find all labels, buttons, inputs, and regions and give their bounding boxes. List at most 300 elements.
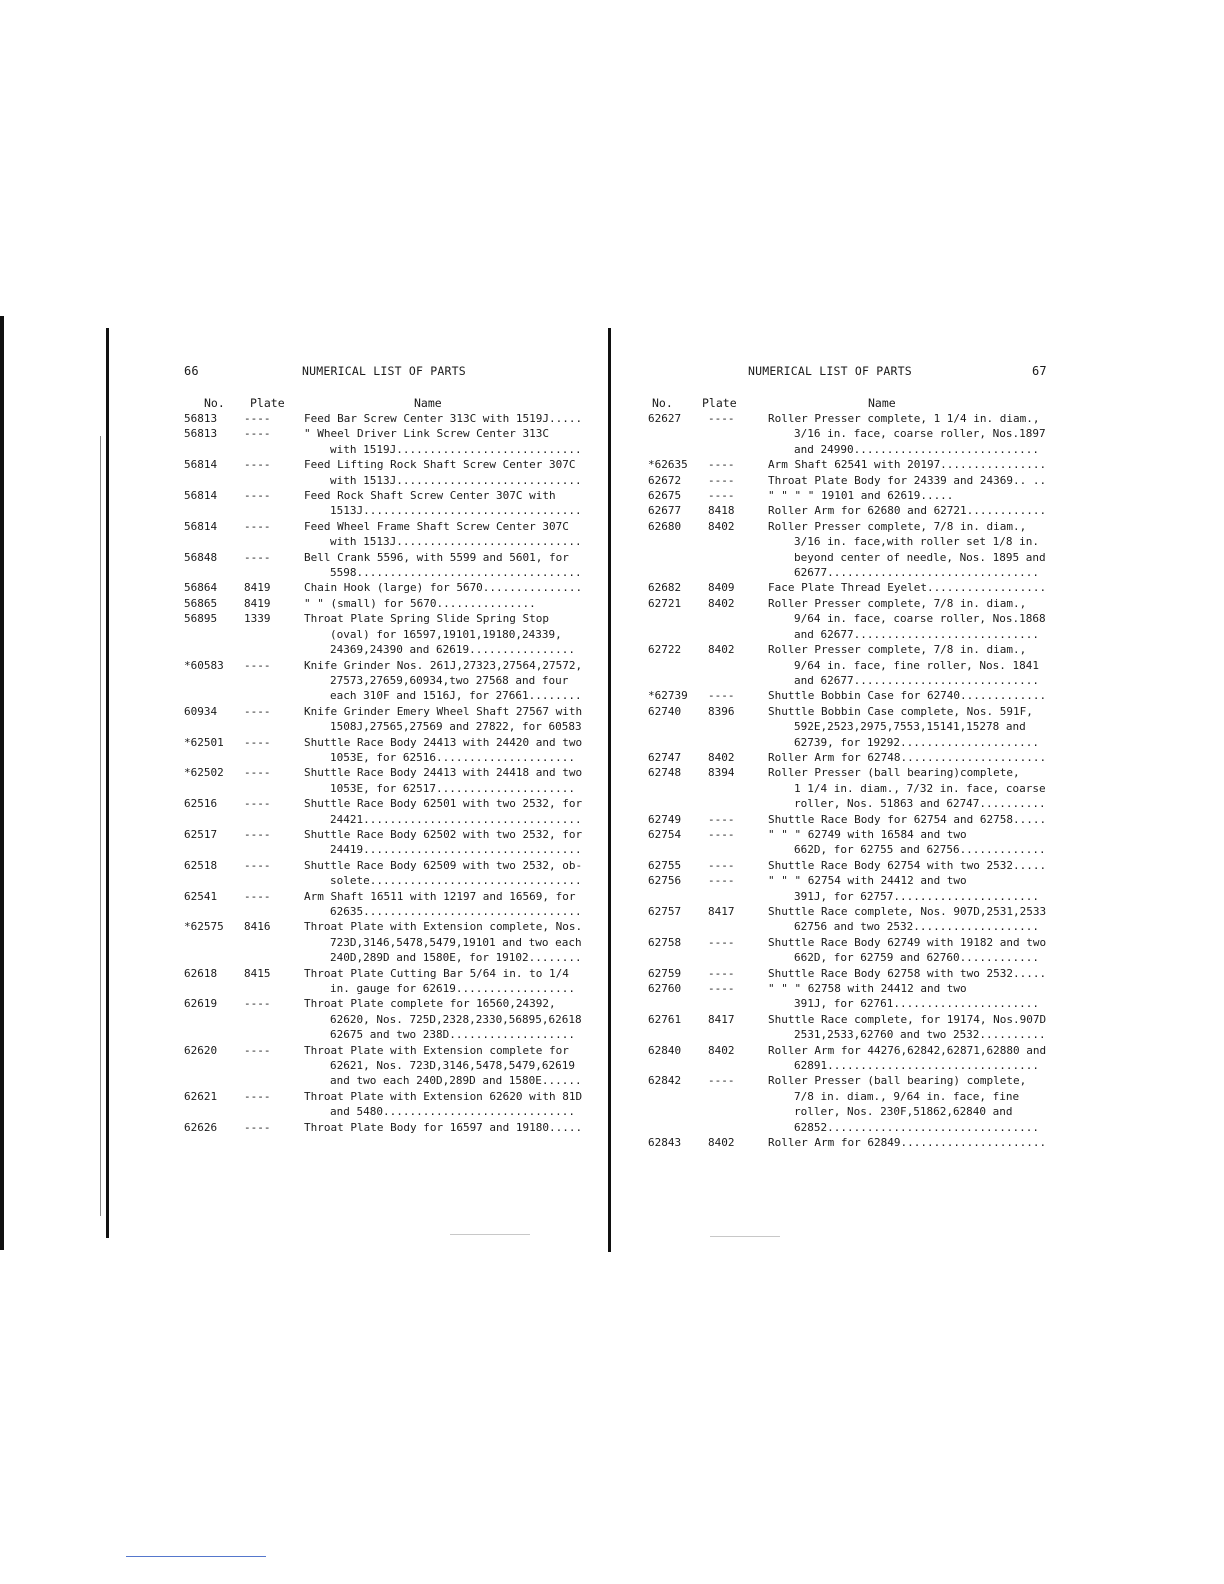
footer-rule — [126, 1556, 266, 1557]
part-name — [304, 488, 590, 519]
book-spread — [0, 316, 1224, 1262]
part-name — [304, 1089, 590, 1120]
part-number: 56895 — [184, 612, 218, 626]
part-name — [768, 1012, 1060, 1043]
part-number: 62627 — [648, 412, 682, 425]
part-name-line: 1053E, for 62517..................... — [330, 781, 576, 795]
part-name — [768, 473, 1060, 488]
plate-number: ---- — [708, 489, 735, 503]
part-name-line: Shuttle Race Body 62502 with two 2532, for — [304, 827, 583, 841]
part-name-line: Roller Presser (ball bearing) complete, — [768, 1074, 1027, 1088]
part-name-line: 62620, Nos. 725D,2328,2330,56895,62618 — [330, 1012, 582, 1026]
table-row — [184, 488, 590, 519]
part-name-line: Bell Crank 5596, with 5599 and 5601, for — [304, 550, 569, 564]
plate-number: 8409 — [708, 581, 735, 595]
table-row — [184, 858, 590, 889]
plate-number: ---- — [244, 489, 271, 503]
plate-number: 8402 — [708, 1136, 735, 1150]
part-name — [768, 873, 1060, 904]
part-name-line: 662D, for 62755 and 62756............. — [794, 843, 1046, 857]
part-name — [768, 457, 1060, 472]
part-name-line: Shuttle Race Body 62509 with two 2532, ob- — [304, 858, 583, 872]
page-edge-line — [106, 328, 109, 1238]
column-header-plate: Plate — [702, 396, 737, 410]
plate-number: 8394 — [708, 766, 735, 780]
plate-number: ---- — [244, 797, 271, 811]
part-name-line: Shuttle Bobbin Case complete, Nos. 591F, — [768, 704, 1033, 718]
part-number: 62675 — [648, 489, 682, 503]
page-number: 66 — [184, 364, 199, 378]
part-name — [768, 580, 1060, 595]
table-row — [648, 750, 1060, 765]
scan-margin-edge — [0, 316, 4, 1250]
table-row — [184, 827, 590, 858]
part-number: 62760 — [648, 982, 682, 996]
part-number: 62758 — [648, 935, 682, 949]
table-row — [648, 935, 1060, 966]
table-row — [184, 889, 590, 920]
part-name-line: 1508J,27565,27569 and 27822, for 60583 — [330, 720, 582, 734]
plate-number: ---- — [244, 412, 271, 425]
table-row — [648, 1135, 1060, 1150]
part-name-line: 5598.................................. — [330, 566, 582, 580]
table-row — [184, 411, 590, 426]
scan-artifact — [450, 1234, 530, 1235]
part-number: 62749 — [648, 812, 682, 826]
table-row — [648, 642, 1060, 688]
part-name-line: with 1513J............................ — [330, 535, 582, 549]
part-name-line: roller, Nos. 230F,51862,62840 and — [794, 1105, 1013, 1119]
plate-number: ---- — [708, 827, 735, 841]
part-number: 62759 — [648, 966, 682, 980]
part-name — [304, 704, 590, 735]
part-number: 62840 — [648, 1043, 682, 1057]
part-number: 62756 — [648, 874, 682, 888]
part-name-line: Arm Shaft 16511 with 12197 and 16569, for — [304, 889, 576, 903]
part-name-line: Face Plate Thread Eyelet.................. — [768, 581, 1047, 595]
part-name — [768, 858, 1060, 873]
plate-number: 8402 — [708, 519, 735, 533]
part-number: 56864 — [184, 581, 218, 595]
part-name-line: Throat Plate Spring Slide Spring Stop — [304, 612, 550, 626]
part-name-line: Shuttle Race Body 62754 with two 2532..... — [768, 858, 1047, 872]
part-name — [304, 580, 590, 595]
plate-number: 8417 — [708, 1012, 735, 1026]
table-row — [648, 488, 1060, 503]
part-name — [768, 750, 1060, 765]
plate-number: 8417 — [708, 905, 735, 918]
part-name-line: Shuttle Race Body 62749 with 19182 and two — [768, 935, 1047, 949]
part-name-line: 2531,2533,62760 and two 2532.......... — [794, 1028, 1046, 1042]
part-number: 62672 — [648, 473, 682, 487]
plate-number: ---- — [244, 1043, 271, 1057]
plate-number: ---- — [244, 550, 271, 564]
part-number: 62619 — [184, 997, 218, 1011]
part-number: 62618 — [184, 966, 218, 980]
part-number: 56813 — [184, 412, 218, 425]
part-number: 62842 — [648, 1074, 682, 1088]
part-name-line: 1513J................................. — [330, 504, 582, 518]
part-number: 56865 — [184, 596, 218, 610]
plate-number: ---- — [708, 935, 735, 949]
part-name-line: Roller Arm for 62748...................... — [768, 750, 1047, 764]
table-row — [648, 411, 1060, 457]
plate-number: 8419 — [244, 596, 271, 610]
part-name-line: Shuttle Race complete, Nos. 907D,2531,2533 — [768, 905, 1047, 918]
table-row — [648, 1012, 1060, 1043]
plate-number: ---- — [708, 473, 735, 487]
table-row — [184, 550, 590, 581]
table-row — [648, 503, 1060, 518]
plate-number: ---- — [244, 704, 271, 718]
part-number: 62517 — [184, 827, 218, 841]
table-row — [648, 1043, 1060, 1074]
part-name-line: 240D,289D and 1580E, for 19102........ — [330, 951, 582, 965]
part-name-line: Roller Arm for 62849...................... — [768, 1136, 1047, 1150]
table-row — [648, 596, 1060, 642]
part-name-line: 9/64 in. face, fine roller, Nos. 1841 — [794, 658, 1040, 672]
plate-number: 8396 — [708, 704, 735, 718]
part-name-line: 723D,3146,5478,5479,19101 and two each — [330, 935, 582, 949]
part-name — [768, 519, 1060, 581]
part-number: 56848 — [184, 550, 218, 564]
plate-number: 8419 — [244, 581, 271, 595]
part-name-line: Shuttle Race Body 62758 with two 2532..... — [768, 966, 1047, 980]
part-name — [768, 981, 1060, 1012]
part-number: 62755 — [648, 858, 682, 872]
plate-number: ---- — [708, 874, 735, 888]
plate-number: ---- — [244, 858, 271, 872]
page-edge-shadow — [100, 436, 101, 1216]
part-name — [768, 966, 1060, 981]
part-name-line: 662D, for 62759 and 62760............ — [794, 951, 1040, 965]
part-name — [304, 426, 590, 457]
part-name-line: Roller Presser complete, 7/8 in. diam., — [768, 519, 1027, 533]
part-name-line: Roller Presser complete, 7/8 in. diam., — [768, 596, 1027, 610]
part-name — [768, 1043, 1060, 1074]
part-name-line: Shuttle Race Body 24413 with 24420 and two — [304, 735, 583, 749]
plate-number: 8402 — [708, 1043, 735, 1057]
plate-number: 8402 — [708, 750, 735, 764]
part-name-line: roller, Nos. 51863 and 62747.......... — [794, 797, 1046, 811]
part-name-line: Knife Grinder Emery Wheel Shaft 27567 with — [304, 704, 583, 718]
part-name-line: 24419................................. — [330, 843, 582, 857]
part-name-line: Roller Arm for 44276,62842,62871,62880 and — [768, 1043, 1047, 1057]
table-row — [648, 904, 1060, 935]
table-row — [184, 457, 590, 488]
part-number: *60583 — [184, 658, 224, 672]
part-name — [304, 519, 590, 550]
table-row — [648, 457, 1060, 472]
part-name-line: 62635................................. — [330, 905, 582, 918]
plate-number: ---- — [708, 1074, 735, 1088]
part-name-line: Throat Plate with Extension complete, Nos. — [304, 920, 583, 934]
part-name-line: " " " 62754 with 24412 and two — [768, 874, 967, 888]
part-name-line: Chain Hook (large) for 5670............... — [304, 581, 583, 595]
part-number: *62501 — [184, 735, 224, 749]
part-name-line: beyond center of needle, Nos. 1895 and — [794, 550, 1046, 564]
table-row — [648, 873, 1060, 904]
part-name — [304, 889, 590, 920]
table-row — [648, 765, 1060, 811]
table-row — [648, 704, 1060, 750]
table-row — [184, 796, 590, 827]
part-name-line: Feed Lifting Rock Shaft Screw Center 307C — [304, 458, 576, 472]
part-name-line: Roller Presser complete, 1 1/4 in. diam., — [768, 412, 1040, 425]
scan-artifact — [710, 1236, 780, 1237]
part-number: 56814 — [184, 519, 218, 533]
part-number: 62677 — [648, 504, 682, 518]
table-row — [184, 519, 590, 550]
part-name-line: Knife Grinder Nos. 261J,27323,27564,27572, — [304, 658, 583, 672]
part-name-line: 62739, for 19292..................... — [794, 735, 1040, 749]
part-name-line: solete................................ — [330, 874, 582, 888]
plate-number: ---- — [244, 1089, 271, 1103]
part-number: 62541 — [184, 889, 218, 903]
column-header-name: Name — [868, 396, 896, 410]
part-number: 60934 — [184, 704, 218, 718]
part-name-line: 24421................................. — [330, 812, 582, 826]
parts-table — [648, 411, 1060, 1151]
part-name-line: (oval) for 16597,19101,19180,24339, — [330, 627, 562, 641]
part-name — [768, 596, 1060, 642]
part-name-line: Feed Bar Screw Center 313C with 1519J..... — [304, 412, 583, 425]
part-number: 62761 — [648, 1012, 682, 1026]
plate-number: ---- — [708, 858, 735, 872]
part-name — [768, 935, 1060, 966]
part-name-line: Throat Plate with Extension 62620 with 81D — [304, 1089, 583, 1103]
table-row — [184, 765, 590, 796]
part-number: 62518 — [184, 858, 218, 872]
plate-number: 8416 — [244, 920, 271, 934]
book-spine-line — [608, 328, 611, 1252]
table-row — [648, 473, 1060, 488]
part-name — [768, 765, 1060, 811]
part-name — [768, 704, 1060, 750]
part-name-line: 62675 and two 238D................... — [330, 1028, 576, 1042]
part-number: 62621 — [184, 1089, 218, 1103]
part-number: 62620 — [184, 1043, 218, 1057]
part-name-line: Roller Presser (ball bearing)complete, — [768, 766, 1020, 780]
part-name — [768, 904, 1060, 935]
part-name — [304, 996, 590, 1042]
table-row — [184, 426, 590, 457]
part-name-line: 9/64 in. face, coarse roller, Nos.1868 — [794, 612, 1046, 626]
part-name-line: Throat Plate Body for 16597 and 19180..... — [304, 1120, 583, 1134]
table-row — [648, 858, 1060, 873]
part-name-line: Feed Wheel Frame Shaft Screw Center 307C — [304, 519, 569, 533]
plate-number: ---- — [708, 412, 735, 425]
plate-number: 8402 — [708, 596, 735, 610]
part-name-line: 62852................................ — [794, 1120, 1040, 1134]
part-name-line: 3/16 in. face, coarse roller, Nos.1897 — [794, 427, 1046, 441]
part-name — [304, 550, 590, 581]
part-name — [304, 765, 590, 796]
table-row — [184, 1043, 590, 1089]
part-name-line: 391J, for 62761...................... — [794, 997, 1040, 1011]
table-row — [184, 996, 590, 1042]
plate-number: ---- — [708, 982, 735, 996]
part-name — [768, 812, 1060, 827]
plate-number: ---- — [244, 766, 271, 780]
part-number: *62575 — [184, 920, 224, 934]
part-name-line: in. gauge for 62619.................. — [330, 982, 576, 996]
table-row — [648, 966, 1060, 981]
part-name — [304, 827, 590, 858]
part-name — [304, 966, 590, 997]
part-name-line: 24369,24390 and 62619................ — [330, 643, 576, 657]
part-name — [768, 1135, 1060, 1150]
plate-number: ---- — [708, 458, 735, 472]
column-header-plate: Plate — [250, 396, 285, 410]
plate-number: ---- — [244, 458, 271, 472]
part-number: *62739 — [648, 689, 688, 703]
part-name — [768, 642, 1060, 688]
part-name — [768, 827, 1060, 858]
part-name-line: 62677................................ — [794, 566, 1040, 580]
part-name-line: Shuttle Race Body for 62754 and 62758..... — [768, 812, 1047, 826]
part-number: 62721 — [648, 596, 682, 610]
part-name-line: with 1513J............................ — [330, 473, 582, 487]
part-name — [304, 411, 590, 426]
part-name-line: Shuttle Bobbin Case for 62740............. — [768, 689, 1047, 703]
column-header-no: No. — [204, 396, 225, 410]
part-name-line: Feed Rock Shaft Screw Center 307C with — [304, 489, 556, 503]
part-number: 62680 — [648, 519, 682, 533]
part-name-line: 62891................................ — [794, 1059, 1040, 1073]
part-number: *62502 — [184, 766, 224, 780]
part-number: 62682 — [648, 581, 682, 595]
part-name-line: " " " 62749 with 16584 and two — [768, 827, 967, 841]
part-name-line: and 62677............................ — [794, 627, 1040, 641]
part-name-line: Throat Plate with Extension complete for — [304, 1043, 569, 1057]
part-number: 62516 — [184, 797, 218, 811]
part-name-line: Throat Plate Body for 24339 and 24369.. .. — [768, 473, 1047, 487]
part-number: 56814 — [184, 458, 218, 472]
part-name — [304, 858, 590, 889]
part-name-line: Shuttle Race Body 62501 with two 2532, for — [304, 797, 583, 811]
part-number: 56813 — [184, 427, 218, 441]
table-row — [184, 658, 590, 704]
part-name-line: Throat Plate complete for 16560,24392, — [304, 997, 556, 1011]
part-name — [304, 735, 590, 766]
part-name-line: " " " " 19101 and 62619..... — [768, 489, 954, 503]
table-row — [648, 827, 1060, 858]
plate-number: ---- — [244, 427, 271, 441]
table-row — [648, 519, 1060, 581]
part-name-line: and two each 240D,289D and 1580E...... — [330, 1074, 582, 1088]
part-name — [304, 611, 590, 657]
plate-number: ---- — [244, 519, 271, 533]
part-name-line: 1 1/4 in. diam., 7/32 in. face, coarse — [794, 781, 1046, 795]
part-name — [768, 488, 1060, 503]
part-name-line: " " " 62758 with 24412 and two — [768, 982, 967, 996]
column-header-name: Name — [414, 396, 442, 410]
running-title: NUMERICAL LIST OF PARTS — [748, 364, 912, 378]
part-name-line: Shuttle Race complete, for 19174, Nos.907D — [768, 1012, 1047, 1026]
part-name-line: with 1519J............................ — [330, 442, 582, 456]
table-row — [648, 981, 1060, 1012]
part-name — [304, 1120, 590, 1135]
running-title: NUMERICAL LIST OF PARTS — [302, 364, 466, 378]
part-name-line: 62756 and two 2532................... — [794, 920, 1040, 934]
table-row — [184, 580, 590, 595]
part-number: 62757 — [648, 905, 682, 918]
part-name-line: 3/16 in. face,with roller set 1/8 in. — [794, 535, 1040, 549]
part-name — [768, 1073, 1060, 1135]
part-number: 62747 — [648, 750, 682, 764]
table-row — [184, 704, 590, 735]
plate-number: ---- — [244, 827, 271, 841]
plate-number: ---- — [244, 997, 271, 1011]
table-row — [648, 688, 1060, 703]
table-row — [184, 1120, 590, 1135]
column-header-no: No. — [652, 396, 673, 410]
part-name-line: 7/8 in. diam., 9/64 in. face, fine — [794, 1089, 1020, 1103]
part-name-line: and 62677............................ — [794, 673, 1040, 687]
part-name-line: and 24990............................ — [794, 442, 1040, 456]
part-name-line: 27573,27659,60934,two 27568 and four — [330, 673, 569, 687]
part-name — [304, 1043, 590, 1089]
part-number: 62754 — [648, 827, 682, 841]
part-name — [768, 688, 1060, 703]
part-name-line: 592E,2523,2975,7553,15141,15278 and — [794, 720, 1026, 734]
part-number: 62722 — [648, 643, 682, 657]
part-name-line: 1053E, for 62516..................... — [330, 750, 576, 764]
plate-number: ---- — [244, 658, 271, 672]
table-row — [648, 580, 1060, 595]
part-name — [304, 596, 590, 611]
part-name-line: and 5480............................. — [330, 1105, 576, 1119]
part-name-line: 62621, Nos. 723D,3146,5478,5479,62619 — [330, 1059, 576, 1073]
part-name — [304, 658, 590, 704]
plate-number: 8415 — [244, 966, 271, 980]
part-name — [768, 503, 1060, 518]
part-name — [304, 457, 590, 488]
table-row — [184, 1089, 590, 1120]
part-number: *62635 — [648, 458, 688, 472]
plate-number: 1339 — [244, 612, 271, 626]
part-number: 62748 — [648, 766, 682, 780]
plate-number: ---- — [244, 889, 271, 903]
part-name — [768, 411, 1060, 457]
table-row — [184, 611, 590, 657]
table-row — [184, 919, 590, 965]
table-row — [184, 596, 590, 611]
plate-number: ---- — [244, 1120, 271, 1134]
part-name-line: Arm Shaft 62541 with 20197................ — [768, 458, 1047, 472]
table-row — [648, 1073, 1060, 1135]
plate-number: ---- — [244, 735, 271, 749]
table-row — [648, 812, 1060, 827]
parts-table — [184, 411, 590, 1135]
part-name-line: Throat Plate Cutting Bar 5/64 in. to 1/4 — [304, 966, 569, 980]
plate-number: 8418 — [708, 504, 735, 518]
part-number: 56814 — [184, 489, 218, 503]
plate-number: ---- — [708, 966, 735, 980]
part-name-line: Roller Arm for 62680 and 62721............ — [768, 504, 1047, 518]
plate-number: ---- — [708, 689, 735, 703]
part-name-line: " " (small) for 5670............... — [304, 596, 536, 610]
table-row — [184, 735, 590, 766]
part-name — [304, 796, 590, 827]
part-number: 62626 — [184, 1120, 218, 1134]
part-number: 62843 — [648, 1136, 682, 1150]
part-name-line: " Wheel Driver Link Screw Center 313C — [304, 427, 550, 441]
table-row — [184, 966, 590, 997]
part-name-line: Shuttle Race Body 24413 with 24418 and two — [304, 766, 583, 780]
page-number: 67 — [1032, 364, 1047, 378]
